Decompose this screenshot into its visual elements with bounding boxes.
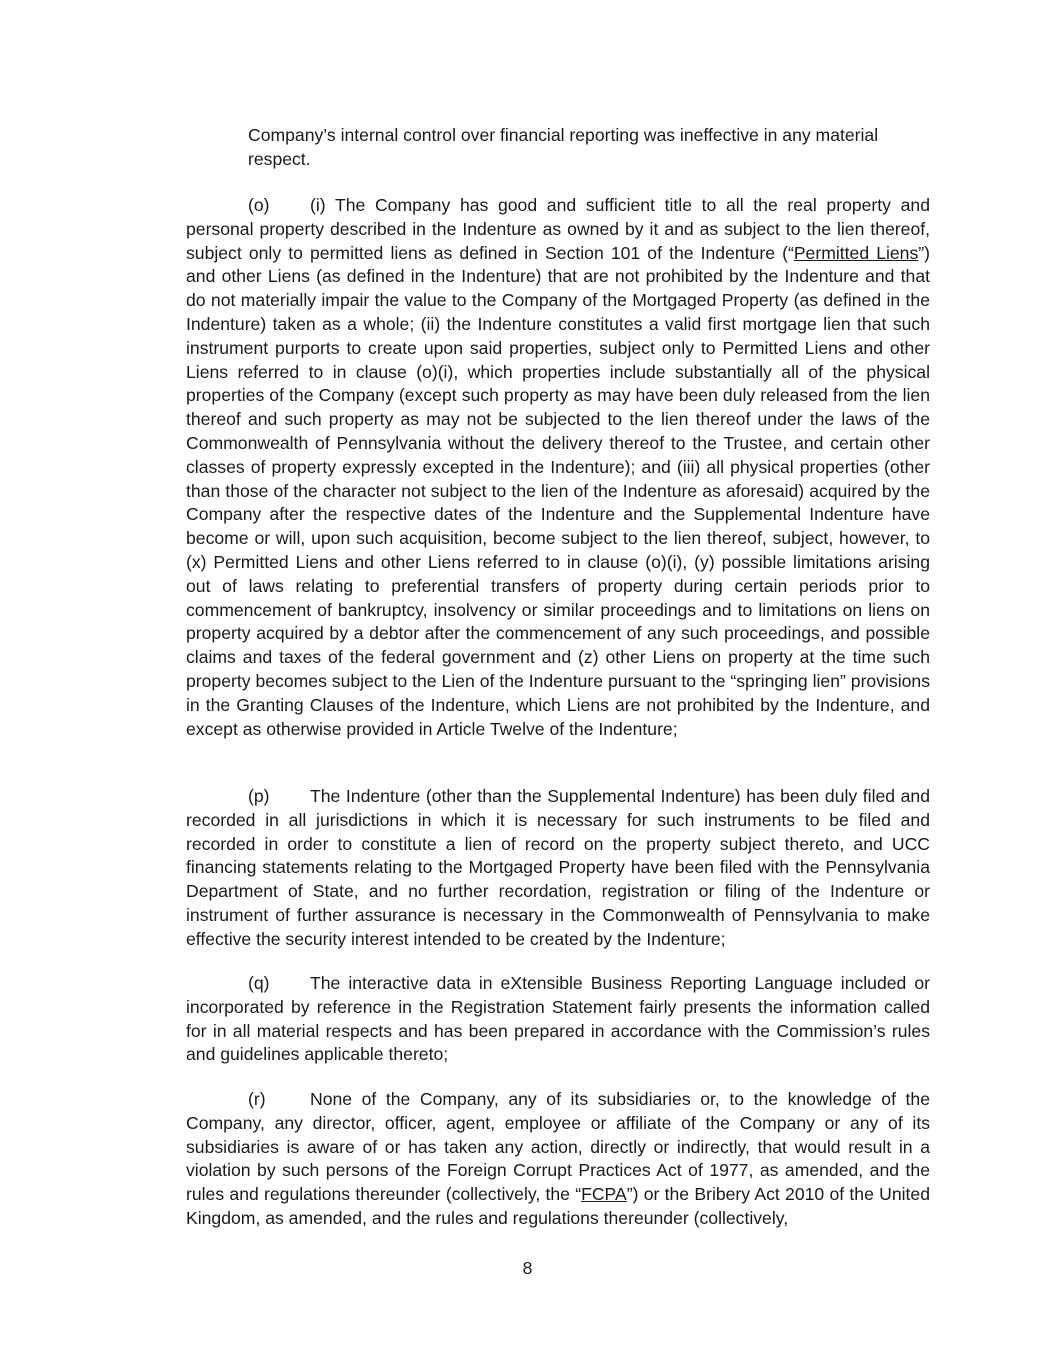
paragraph-label: (r): [248, 1089, 266, 1109]
page-number: 8: [522, 1258, 533, 1278]
paragraph-text: ”) and other Liens (as defined in the Indenture) that are not prohibited by the Indenture and that do not materially impair the value to the Company of the Mortgaged Property (as defined in the Indenture) taken as a whole; (ii) the Indenture constitutes a valid first mortgage lien that such instrument purports to create upon said properties, subject only to Permitted Liens and other Liens referred to in clause (o)(i), which properties include substantially all of the physical properties of the Company (except such property as may have been duly released from the lien thereof and such property as may not be subjected to the lien thereof under the laws of the Commonwealth of Pennsylvania without the delivery thereof to the Trustee, and certain other classes of property expressly excepted in the Indenture); and (iii) all physical properties (other than those of the character not subject to the lien of the Indenture as aforesaid) acquired by the Company after the respective dates of the Indenture and the Supplemental Indenture have become or will, upon such acquisition, become subject to the lien thereof, subject, however, to (x) Permitted Liens and other Liens referred to in clause (o)(i), (y) possible limitations arising out of laws relating to preferential transfers of property during certain periods prior to commencement of bankruptcy, insolvency or similar proceedings and to limitations on liens on property acquired by a debtor after the commencement of any such proceedings, and possible claims and taxes of the federal government and (z) other Liens on property at the time such property becomes subject to the Lien of the Indenture pursuant to the “springing lien” provisions in the Granting Clauses of the Indenture, which Liens are not prohibited by the Indenture, and except as otherwise provided in Article Twelve of the Indenture;: [186, 242, 930, 739]
paragraph-label: (q): [248, 973, 270, 993]
defined-term: Permitted Liens: [793, 242, 919, 263]
paragraph-q: [186, 972, 930, 1067]
paragraph-text: ”) or the Bribery Act 2010 of the United Kingdom, as amended, and the rules and regulations thereunder (collectively,: [186, 1184, 930, 1228]
paragraph-label: (p): [248, 786, 270, 806]
continued-paragraph: Company’s internal control over financial reporting was ineffective in any material respect.: [248, 125, 879, 169]
paragraph-text: None of the Company, any of its subsidiaries or, to the knowledge of the Company, any director, officer, agent, employee or affiliate of the Company or any of its subsidiaries is aware of or has taken any action, directly or indirectly, that would result in a violation by such persons of the Foreign Corrupt Practices Act of 1977, as amended, and the rules and regulations thereunder (collectively, the “: [186, 1089, 930, 1205]
paragraph-label: (o): [248, 195, 270, 215]
defined-term: FCPA: [581, 1184, 627, 1205]
paragraph-p: [186, 785, 930, 952]
paragraph-r: [186, 1088, 930, 1231]
paragraph-text: The interactive data in eXtensible Business Reporting Language included or incorporated by reference in the Registration Statement fairly presents the information called for in all material respects and has been prepared in accordance with the Commission’s rules and guidelines applicable thereto;: [186, 973, 930, 1065]
paragraph-o: [186, 194, 930, 741]
paragraph-text: (i) The Company has good and sufficient title to all the real property and personal property described in the Indenture as owned by it and as subject to the lien thereof, subject only to permitted liens as defined in Section 101 of the Indenture (“: [186, 195, 930, 263]
paragraph-text: The Indenture (other than the Supplemental Indenture) has been duly filed and recorded in all jurisdictions in which it is necessary for such instruments to be filed and recorded in order to constitute a lien of record on the property subject thereto, and UCC financing statements relating to the Mortgaged Property have been filed with the Pennsylvania Department of State, and no further recordation, registration or filing of the Indenture or instrument of further assurance is necessary in the Commonwealth of Pennsylvania to make effective the security interest intended to be created by the Indenture;: [186, 786, 930, 949]
